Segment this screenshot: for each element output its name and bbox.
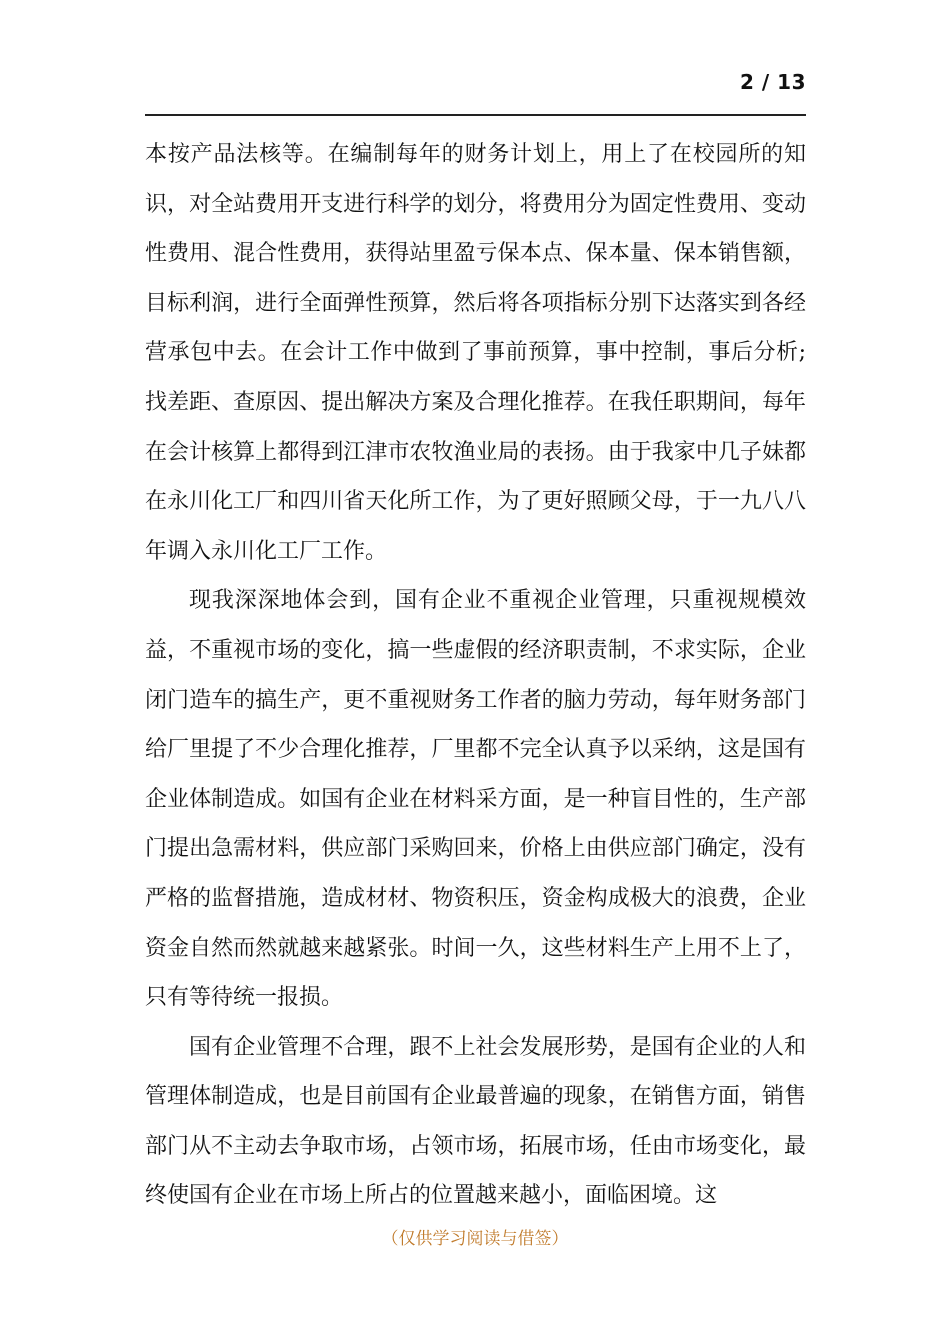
paragraph-1: 本按产品法核等。在编制每年的财务计划上，用上了在校园所的知识，对全站费用开支进行科学的划分，将费用分为固定性费用、变动性费用、混合性费用，获得站里盈亏保本点、保本量、保本销售额，目标利润，进行全面弹性预算，然后将各项指标分别下达落实到各经营承包中去。在会计工作中做到了事前预算，事中控制，事后分析;找差距、查原因、提出解决方案及合理化推荐。在我任职期间，每年在会计核算上都得到江津市农牧渔业局的表扬。由于我家中几子妹都在永川化工厂和四川省天化所工作，为了更好照顾父母，于一九八八年调入永川化工厂工作。 <box>145 142 806 564</box>
footer-note: （仅供学习阅读与借签） <box>381 1229 569 1249</box>
paragraph-2: 现我深深地体会到，国有企业不重视企业管理，只重视规模效益，不重视市场的变化，搞一些虚假的经济职责制，不求实际，企业闭门造车的搞生产，更不重视财务工作者的脑力劳动，每年财务部门给厂里提了不少合理化推荐，厂里都不完全认真予以采纳，这是国有企业体制造成。如国有企业在材料采方面，是一种盲目性的，生产部门提出急需材料，供应部门采购回来，价格上由供应部门确定，没有严格的监督措施，造成材材、物资积压，资金构成极大的浪费，企业资金自然而然就越来越紧张。时间一久，这些材料生产上用不上了，只有等待统一报损。 <box>145 588 806 1011</box>
header-divider <box>145 114 806 116</box>
document-body <box>145 130 806 1221</box>
paragraph-3: 国有企业管理不合理，跟不上社会发展形势，是国有企业的人和管理体制造成，也是目前国有企业最普遍的现象，在销售方面，销售部门从不主动去争取市场，占领市场，拓展市场，任由市场变化，最终使国有企业在市场上所占的位置越来越小，面临困境。这 <box>145 1034 806 1209</box>
page-number: 2 / 13 <box>740 70 806 94</box>
